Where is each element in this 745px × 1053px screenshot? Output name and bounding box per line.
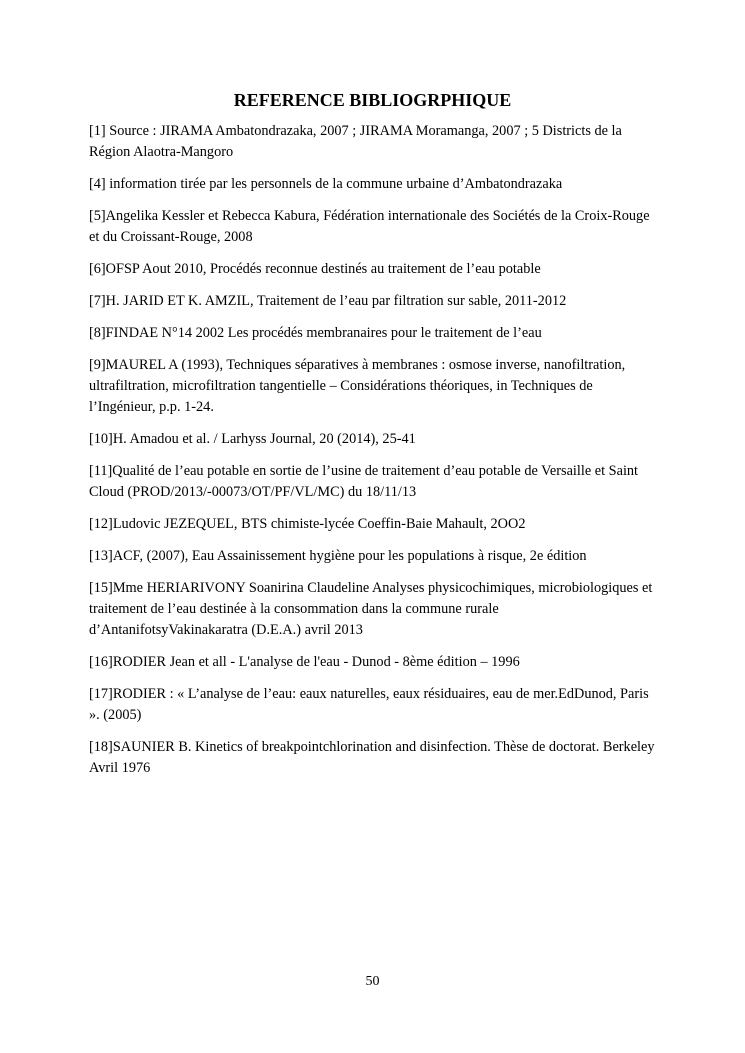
reference-item: [15]Mme HERIARIVONY Soanirina Claudeline Analyses physicochimiques, microbiologiques et traitement de l’eau destinée à la consommation dans la commune rurale d’AntanifotsyVakinakaratra (D.E.A.) avril 2013 [89,580,653,638]
page-number: 50 [365,974,380,989]
reference-item: [9]MAUREL A (1993), Techniques séparatives à membranes : osmose inverse, nanofiltration, ultrafiltration, microfiltration tangentielle – Considérations théoriques, in Techniques de l’Ingénieur, p.p. 1-24. [89,357,626,415]
reference-item: [1] Source : JIRAMA Ambatondrazaka, 2007 ; JIRAMA Moramanga, 2007 ; 5 Districts de la Région Alaotra-Mangoro [89,123,622,160]
reference-item: [7]H. JARID ET K. AMZIL, Traitement de l’eau par filtration sur sable, 2011-2012 [89,293,567,309]
reference-item: [8]FINDAE N°14 2002 Les procédés membranaires pour le traitement de l’eau [89,325,542,341]
reference-item: [10]H. Amadou et al. / Larhyss Journal, 20 (2014), 25-41 [89,431,416,447]
reference-item: [11]Qualité de l’eau potable en sortie de l’usine de traitement d’eau potable de Versaille et Saint Cloud (PROD/2013/-00073/OT/PF/VL/MC) du 18/11/13 [89,463,639,500]
page-title: REFERENCE BIBLIOGRPHIQUE [233,90,512,110]
reference-item: [6]OFSP Aout 2010, Procédés reconnue destinés au traitement de l’eau potable [89,261,541,277]
reference-item: [16]RODIER Jean et all - L'analyse de l'eau - Dunod - 8ème édition – 1996 [89,654,520,670]
reference-item: [18]SAUNIER B. Kinetics of breakpointchlorination and disinfection. Thèse de doctorat. Berkeley Avril 1976 [89,739,655,776]
reference-item: [5]Angelika Kessler et Rebecca Kabura, Fédération internationale des Sociétés de la Croix-Rouge et du Croissant-Rouge, 2008 [89,208,650,245]
reference-item: [17]RODIER : « L’analyse de l’eau: eaux naturelles, eaux résiduaires, eau de mer.EdDunod, Paris ». (2005) [89,686,649,723]
reference-list [89,121,659,790]
reference-item: [4] information tirée par les personnels de la commune urbaine d’Ambatondrazaka [89,176,563,192]
reference-item: [13]ACF, (2007), Eau Assainissement hygiène pour les populations à risque, 2e édition [89,548,587,564]
reference-item: [12]Ludovic JEZEQUEL, BTS chimiste-lycée Coeffin-Baie Mahault, 2OO2 [89,516,526,532]
